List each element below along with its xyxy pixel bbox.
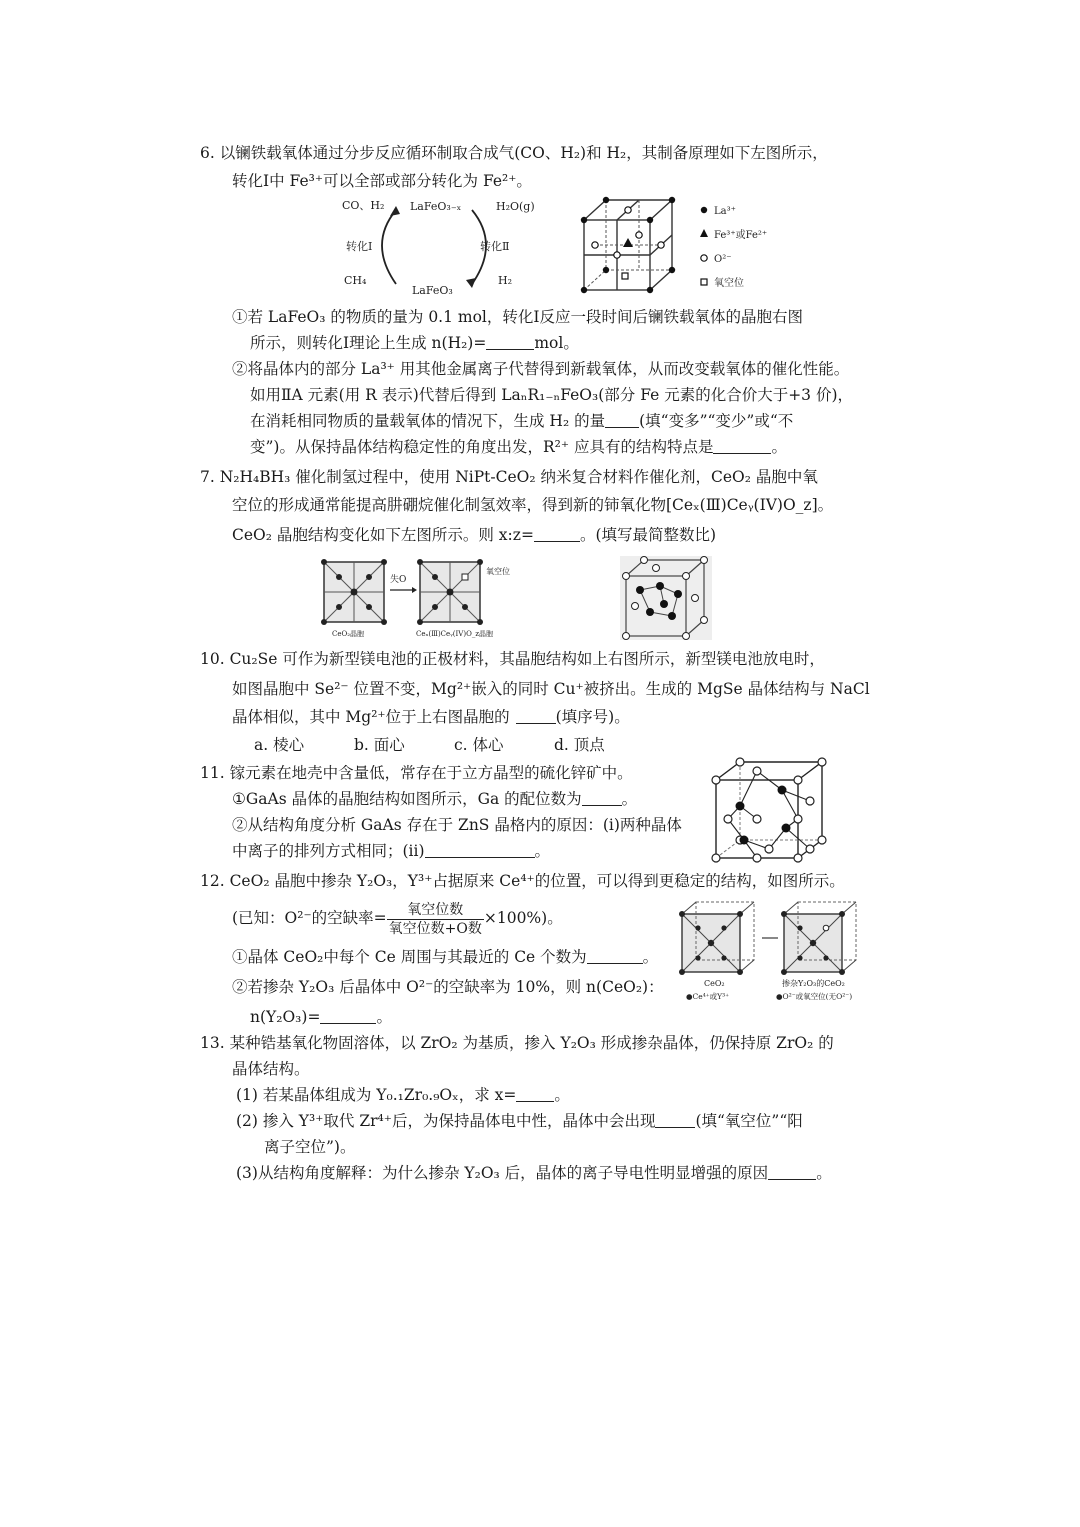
q13-part3-end: 。 [816, 1164, 832, 1182]
arrow-head-icon [390, 206, 400, 216]
q6-cycle-h2: H₂ [498, 274, 513, 287]
q13-part2-options: (填“氧空位”“阳 [695, 1112, 803, 1130]
q6-sub2-line-2: 如用ⅡA 元素(用 R 表示)代替后得到 LaₙR₁₋ₙFeO₃(部分 Fe 元素的化合价大于+3 价)， [250, 386, 854, 404]
q6-line-2: 转化Ⅰ中 Fe³⁺可以全部或部分转化为 Fe²⁺。 [232, 172, 532, 190]
q13-part-2 [236, 1110, 803, 1132]
q6-sub1-line-1: ①若 LaFeO₃ 的物质的量为 0.1 mol，转化Ⅰ反应一段时间后镧铁载氧体的晶胞右图 [232, 308, 804, 326]
q6-cycle-lafeo3x: LaFeO₃₋ₓ [410, 200, 462, 213]
q13-line-1: 13. 某种锆基氧化物固溶体，以 ZrO₂ 为基质，掺入 Y₂O₃ 形成掺杂晶体，仍保持原 ZrO₂ 的 [200, 1034, 834, 1052]
q12-known [232, 900, 563, 938]
q12-cell-ceo2 [679, 902, 754, 975]
q6-legend-o: O²⁻ [714, 254, 732, 265]
answer-blank[interactable] [425, 841, 535, 858]
q10-hint: (填序号)。 [555, 708, 630, 726]
q10-option-c[interactable]: c. 体心 [454, 736, 504, 754]
q6-cycle-co-h2: CO、H₂ [342, 199, 385, 212]
q12-sub1-text: ①晶体 CeO₂中每个 Ce 周围与其最近的 Ce 个数为 [232, 948, 587, 966]
q11-sub1-text: ①GaAs 晶体的晶胞结构如图所示，Ga 的配位数为 [232, 790, 582, 808]
q6-legend-la: La³⁺ [714, 206, 736, 217]
q7-vacancy-label: 氧空位 [486, 567, 510, 576]
q7-line-1: 7. N₂H₄BH₃ 催化制氢过程中，使用 NiPt-CeO₂ 纳米复合材料作催化剂，CeO₂ 晶胞中氧 [200, 468, 818, 486]
q10-option-b[interactable]: b. 面心 [354, 736, 405, 754]
q7-hint: 。(填写最简整数比) [579, 526, 717, 544]
q11-line-4 [232, 840, 550, 862]
q12-vacancy-fraction [387, 901, 484, 938]
q10-option-a[interactable]: a. 棱心 [254, 736, 305, 754]
q6-sub2-options: (填“变多”“变少”或“不 [639, 412, 794, 430]
q7-question: CeO₂ 晶胞结构变化如下左图所示。则 x:z= [232, 526, 534, 544]
q6-sub1-unit: mol。 [534, 334, 579, 352]
gaas-unit-cell [710, 758, 830, 862]
q6-sub2-text: 在消耗相同物质的量载氧体的情况下，生成 H₂ 的量 [250, 412, 606, 430]
answer-blank[interactable] [768, 1163, 816, 1180]
q12-legend-1: ●Ce⁴⁺或Y³⁺ [686, 992, 730, 1001]
q7-caption-1: CeO₂晶胞 [332, 630, 365, 638]
q12-known-suffix: ×100%)。 [483, 909, 563, 927]
q11-line-2 [232, 788, 637, 810]
q12-sub1-end: 。 [642, 948, 659, 966]
q13-part-1 [236, 1084, 570, 1106]
q12-sub2-end: 。 [376, 1008, 392, 1026]
q6-legend-fe: Fe³⁺或Fe²⁺ [714, 230, 768, 241]
q12-sub2-ratio: n(Y₂O₃)= [250, 1008, 321, 1026]
fe-ion-icon [700, 229, 708, 237]
q6-sub2-question: 变”)。从保持晶体结构稳定性的角度出发，R²⁺ 应具有的结构特点是 [250, 438, 714, 456]
fe-ion-icon [623, 238, 633, 247]
q7-cell-before [321, 559, 387, 625]
q7-ceo2-figure [320, 554, 520, 640]
q12-sub2-cont [250, 1006, 392, 1028]
q11-line-3: ②从结构角度分析 GaAs 存在于 ZnS 晶格内的原因：(i)两种晶体 [232, 816, 682, 834]
answer-blank[interactable] [587, 947, 643, 964]
vacancy-icon [462, 574, 468, 580]
answer-blank[interactable] [655, 1111, 695, 1128]
q10-question: 晶体相似，其中 Mg²⁺位于上右图晶胞的 [232, 708, 510, 726]
q6-cycle-arc-left [382, 210, 396, 284]
q10-line-3 [232, 706, 630, 728]
cu2se-unit-cell [620, 556, 712, 640]
q6-sub1-line-2 [250, 332, 579, 354]
vacancy-icon [622, 273, 628, 279]
vacancy-icon [823, 925, 829, 931]
q6-cycle-ch4: CH₄ [344, 274, 367, 287]
q13-part1-text: (1) 若某晶体组成为 Y₀.₁Zr₀.₉Oₓ，求 x= [236, 1086, 517, 1104]
q6-lafeo-unit-cell [578, 196, 678, 296]
q6-sub2-line-1: ②将晶体内的部分 La³⁺ 用其他金属离子代替得到新载氧体，从而改变载氧体的催化性能。 [232, 360, 850, 378]
q7-cell-after [417, 559, 483, 625]
q11-sub1-end: 。 [621, 790, 638, 808]
q12-fraction-numerator: 氧空位数 [387, 901, 484, 920]
q6-sub2-line-4 [250, 436, 787, 458]
q6-line-1: 6. 以镧铁载氧体通过分步反应循环制取合成气(CO、H₂)和 H₂，其制备原理如下左图所示， [200, 144, 828, 162]
q13-part-2-cont: 离子空位”)。 [264, 1138, 356, 1156]
q6-legend-vac: 氧空位 [714, 278, 744, 289]
q12-caption-2: 掺杂Y₂O₃的CeO₂ [782, 979, 845, 988]
oxide-ion-icon [701, 255, 707, 261]
q11-sub2-text: 中离子的排列方式相同；(ii) [232, 842, 425, 860]
q7-caption-2: Ceₓ(Ⅲ)Ceᵧ(IV)O_z晶胞 [416, 630, 494, 638]
answer-blank[interactable] [516, 707, 556, 724]
q6-sub1-text: 所示，则转化Ⅰ理论上生成 n(H₂)= [250, 334, 487, 352]
q12-fraction-denominator: 氧空位数+O数 [388, 920, 482, 937]
q13-line-2: 晶体结构。 [232, 1060, 310, 1078]
q6-sub2-line-3 [250, 410, 793, 432]
q10-option-d[interactable]: d. 顶点 [554, 736, 605, 754]
vacancy-icon [701, 279, 707, 285]
answer-blank[interactable] [320, 1007, 376, 1024]
answer-blank[interactable] [516, 1085, 554, 1102]
q13-part3-text: (3)从结构角度解释：为什么掺杂 Y₂O₃ 后，晶体的离子导电性明显增强的原因 [236, 1164, 769, 1182]
q6-legend [698, 198, 788, 290]
la-ion-icon [701, 207, 707, 213]
q6-cycle-conv1: 转化Ⅰ [346, 240, 373, 253]
q10-line-2: 如图晶胞中 Se²⁻ 位置不变，Mg²⁺嵌入的同时 Cu⁺被挤出。生成的 MgSe 晶体结构与 NaCl [232, 680, 870, 698]
q6-cycle-conv2: 转化Ⅱ [480, 240, 510, 253]
q10-line-1: 10. Cu₂Se 可作为新型镁电池的正极材料，其晶胞结构如上右图所示，新型镁电池放电时， [200, 650, 825, 668]
q12-sub2: ②若掺杂 Y₂O₃ 后晶体中 O²⁻的空缺率为 10%，则 n(CeO₂)： [232, 978, 664, 996]
q6-cycle-h2o: H₂O(g) [496, 200, 535, 213]
arrow-head-icon [466, 278, 476, 288]
q7-line-3 [232, 524, 716, 546]
q12-known-prefix: (已知：O²⁻的空缺率= [232, 909, 387, 927]
q12-legend-2: ●O²⁻或氧空位(无O²⁻) [776, 992, 853, 1001]
q6-cycle-lafeo3: LaFeO₃ [412, 284, 453, 297]
q13-part-3 [236, 1162, 832, 1184]
answer-blank[interactable] [605, 411, 639, 428]
answer-blank[interactable] [534, 525, 580, 542]
q12-sub1 [232, 946, 658, 968]
q13-part2-text: (2) 掺入 Y³⁺取代 Zr⁴⁺后，为保持晶体电中性，晶体中会出现 [236, 1112, 656, 1130]
answer-blank[interactable] [486, 333, 534, 350]
q6-sub2-end: 。 [771, 438, 787, 456]
q12-line-1: 12. CeO₂ 晶胞中掺杂 Y₂O₃，Y³⁺占据原来 Ce⁴⁺的位置，可以得到更稳定的结构，如图所示。 [200, 872, 845, 890]
q13-part1-end: 。 [554, 1086, 570, 1104]
answer-blank[interactable] [582, 789, 622, 806]
q11-sub2-end: 。 [534, 842, 551, 860]
q12-caption-1: CeO₂ [704, 979, 725, 988]
q7-line-2: 空位的形成通常能提高肼硼烷催化制氢效率，得到新的铈氧化物[Ceₓ(Ⅲ)Ceᵧ(IV)O_z]。 [232, 496, 834, 514]
answer-blank[interactable] [713, 437, 771, 454]
q12-ceo2-doping-figure [678, 898, 878, 1006]
q7-arrow-label: 失O [390, 575, 407, 585]
q12-cell-doped [781, 902, 856, 975]
q10-options [254, 734, 654, 756]
arrow-head-icon [412, 587, 417, 593]
q6-cycle-diagram [330, 196, 550, 302]
q11-line-1: 11. 镓元素在地壳中含量低，常存在于立方晶型的硫化锌矿中。 [200, 764, 633, 782]
